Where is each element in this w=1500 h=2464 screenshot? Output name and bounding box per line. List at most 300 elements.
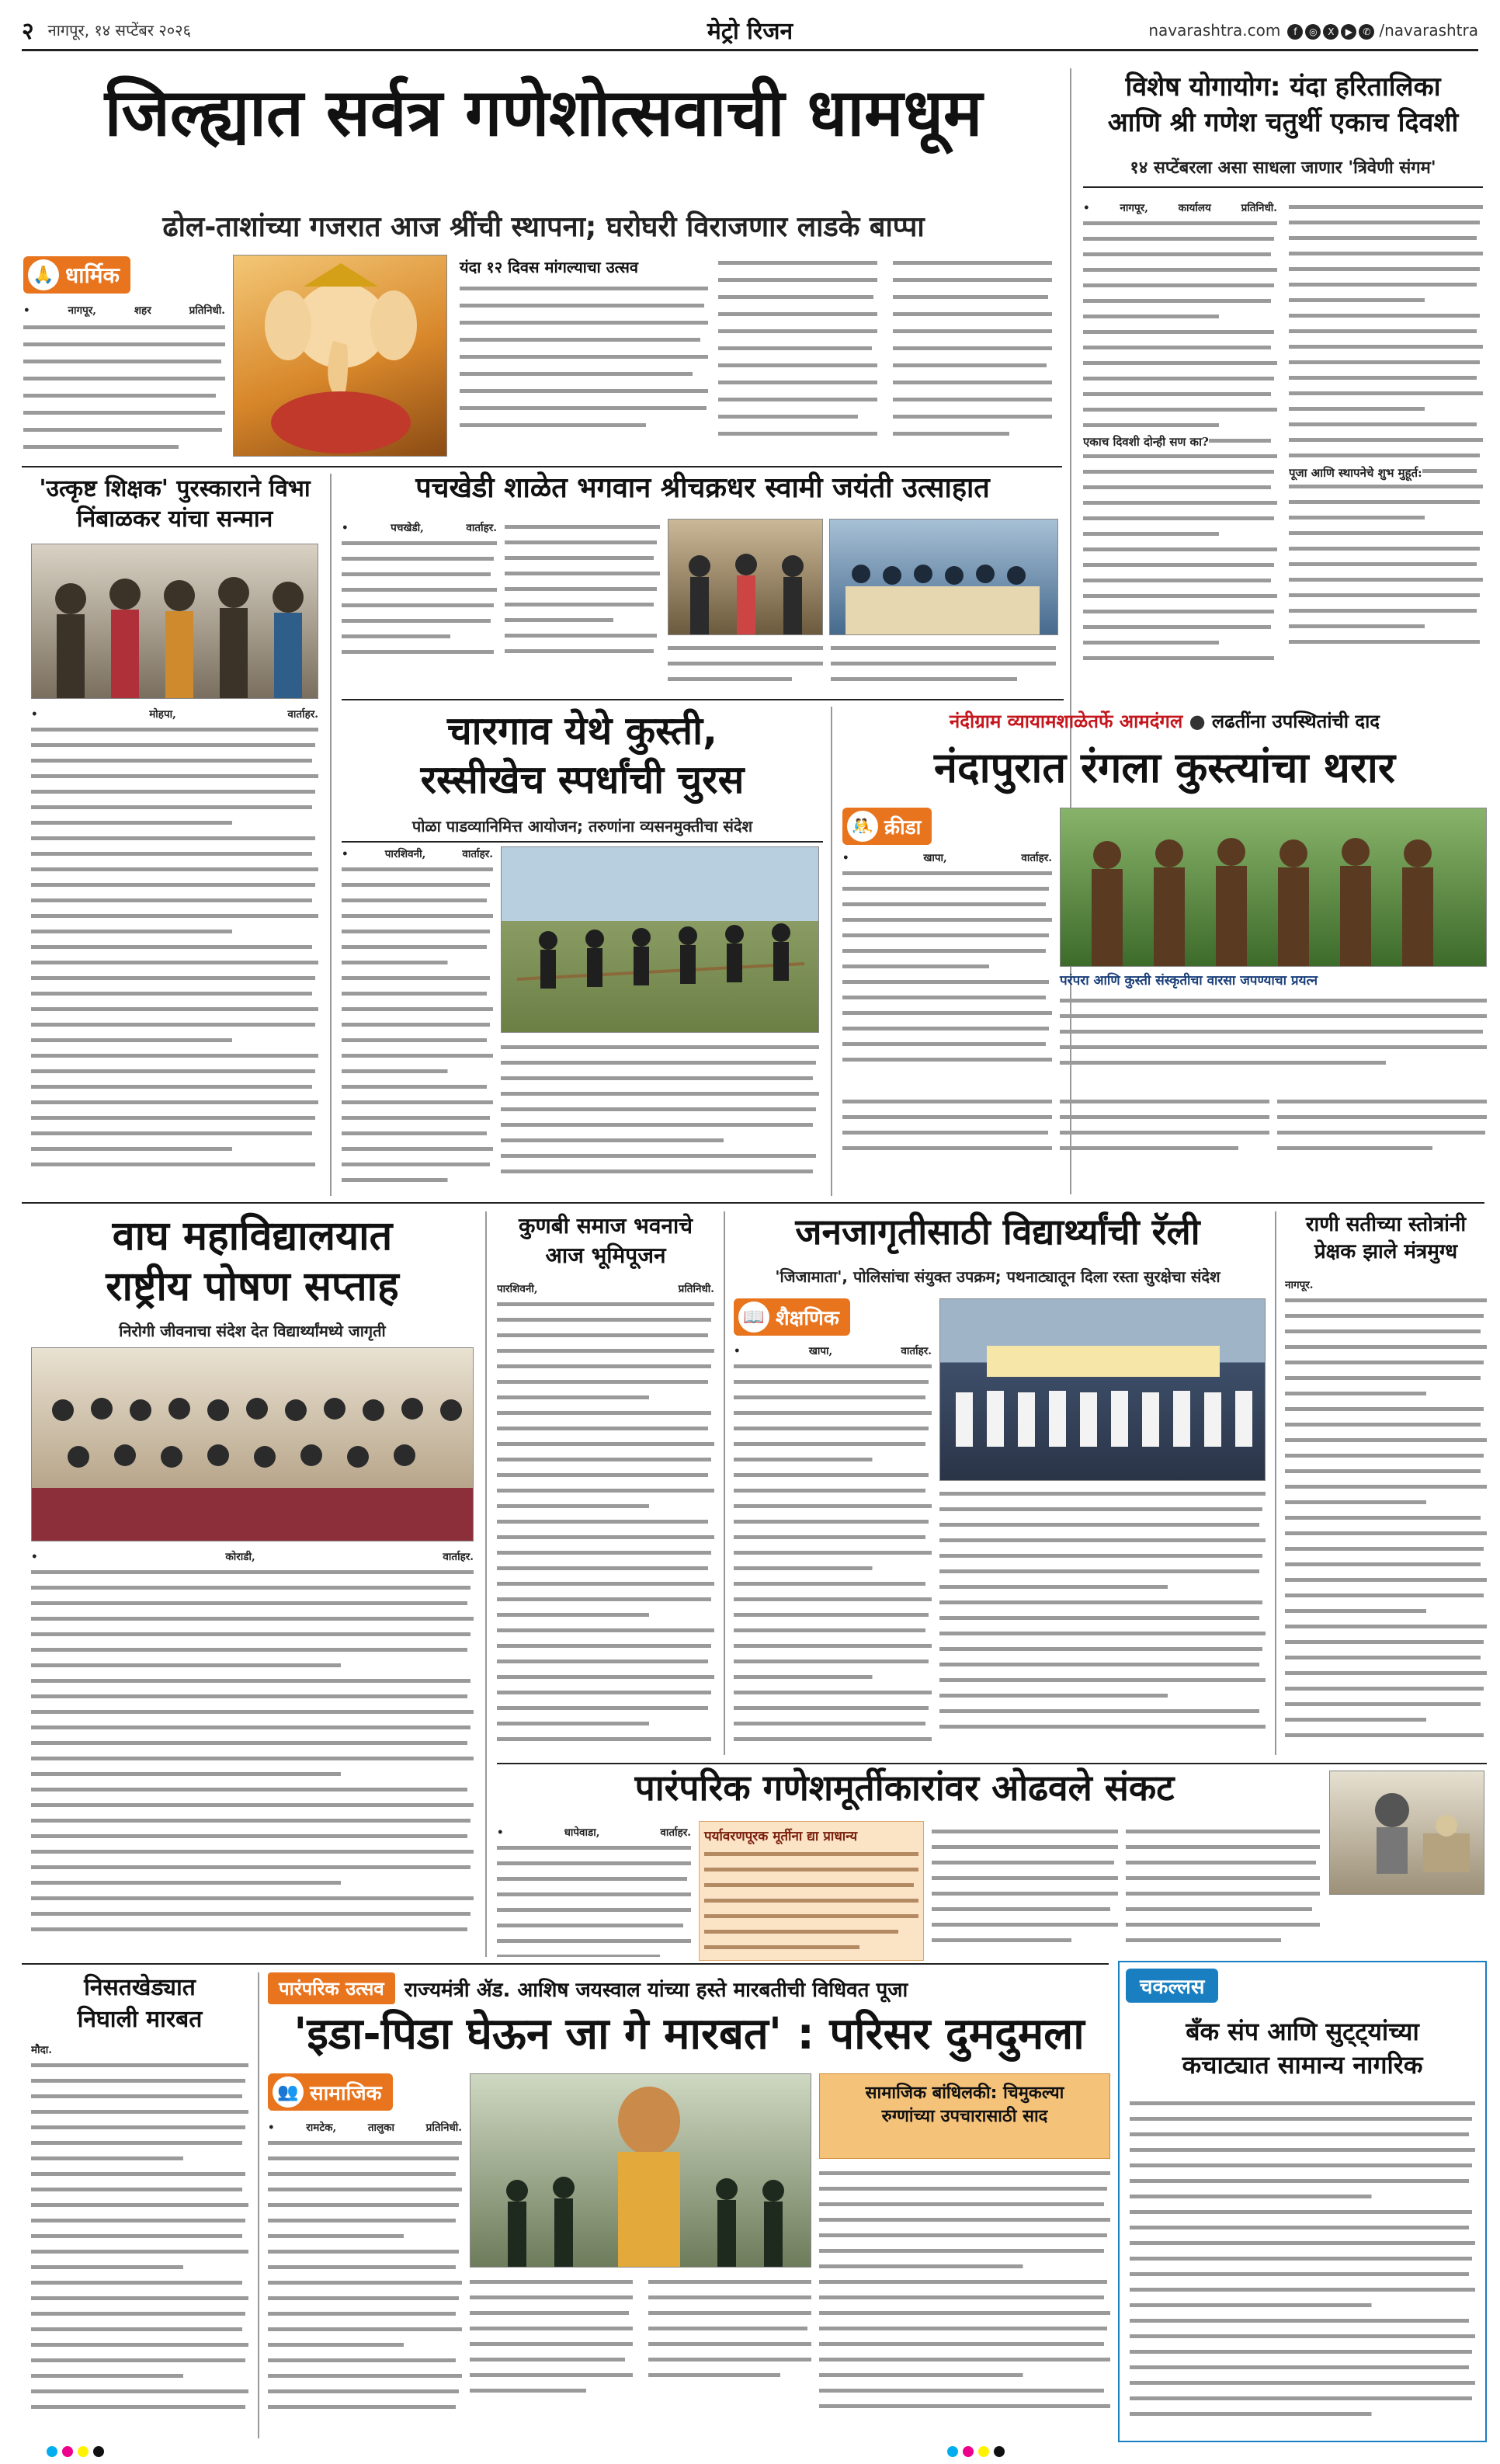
text-line <box>1083 237 1274 241</box>
text-line <box>819 2389 1104 2393</box>
text-line <box>1083 221 1277 225</box>
nandapur-caption-text <box>1060 994 1487 1087</box>
text-line <box>1083 532 1219 536</box>
text-line <box>342 1085 487 1089</box>
text-line <box>497 1722 649 1725</box>
text-line <box>939 1507 1262 1511</box>
marbat-photo <box>470 2073 811 2268</box>
text-line <box>1130 2117 1472 2121</box>
text-line <box>842 964 989 968</box>
social-tag <box>268 2073 393 2111</box>
text-line <box>1130 2101 1475 2105</box>
chargaon-dateline: • पारशिवनी, वार्ताहर. <box>342 848 493 860</box>
section-rule <box>22 466 1062 467</box>
text-line <box>505 618 613 622</box>
text-line <box>31 821 232 825</box>
text-line <box>939 1709 1259 1713</box>
text-line <box>1083 346 1271 349</box>
text-line <box>1285 1392 1426 1395</box>
text-line <box>1289 485 1483 488</box>
text-line <box>31 2219 245 2222</box>
text-line <box>342 603 494 607</box>
text-line <box>342 930 490 933</box>
rally-headline: जनजागृतीसाठी विद्यार्थ्यांची रॅली <box>795 1211 1200 1253</box>
text-line <box>268 2141 462 2145</box>
text-line <box>268 2389 459 2393</box>
text-line <box>497 1613 649 1617</box>
text-line <box>497 1504 649 1508</box>
text-line <box>842 1042 1046 1046</box>
text-line <box>497 1566 708 1570</box>
chargaon-column-2 <box>501 1041 819 1196</box>
nisat-body <box>31 2042 248 2431</box>
text-line <box>342 650 494 654</box>
text-line <box>497 1644 711 1648</box>
text-line <box>497 1411 711 1415</box>
text-line <box>268 2343 404 2347</box>
lead-subheadline: ढोल-ताशांच्या गजरात आज श्रींची स्थापना; घरोघरी विराजणार लाडके बाप्पा <box>162 211 925 243</box>
kunbi-headline-line2: आज भूमिपूजन <box>545 1242 666 1268</box>
text-line <box>1130 2412 1372 2416</box>
text-line <box>1083 377 1274 381</box>
text-line <box>1130 2226 1469 2229</box>
wrestling-icon: 🤼 <box>847 811 878 842</box>
book-icon: 📖 <box>738 1302 769 1333</box>
text-line <box>31 1069 315 1073</box>
nandapur-column-1 <box>842 850 1052 1083</box>
text-line <box>342 588 497 592</box>
text-line <box>501 1045 819 1049</box>
nisat-headline-line1: निसतखेड्यात <box>84 1974 196 2001</box>
text-line <box>342 992 487 996</box>
text-line <box>31 2188 242 2191</box>
text-line <box>939 1538 1266 1542</box>
text-line <box>31 2203 248 2207</box>
text-line <box>31 1741 467 1745</box>
text-line <box>342 1054 493 1058</box>
special-column-1 <box>1083 200 1277 682</box>
sports-tag <box>842 808 932 845</box>
text-line <box>1083 423 1219 427</box>
text-line <box>842 887 1049 891</box>
text-line <box>1289 391 1483 395</box>
murti-column-3 <box>932 1825 1118 1957</box>
marbat-kicker-text: राज्यमंत्री ॲड. आशिष जयस्वाल यांच्या हस्ते मारबतीची विधिवत पूजा <box>404 1978 908 2002</box>
pachkhedi-column-1 <box>342 520 497 676</box>
text-line <box>501 1092 819 1096</box>
text-line <box>268 2265 456 2269</box>
text-line <box>505 649 654 653</box>
text-line <box>819 2202 1104 2206</box>
text-line <box>1289 640 1480 644</box>
text-line <box>505 540 657 544</box>
chakallas-tag <box>1126 1969 1218 2003</box>
text-line <box>31 1648 467 1652</box>
text-line <box>734 1659 929 1663</box>
text-line <box>31 743 315 747</box>
whatsapp-icon[interactable]: ✆ <box>1359 24 1374 40</box>
text-line <box>819 2171 1110 2175</box>
text-line <box>31 1912 470 1916</box>
special-headline-line1: विशेष योगायोग: यंदा हरितालिका <box>1125 71 1441 103</box>
text-line <box>31 1803 474 1807</box>
text-line <box>497 1395 649 1399</box>
text-line <box>1289 283 1477 287</box>
pachkhedi-photo-1 <box>668 519 823 635</box>
chakallas-headline-line1: बँक संप आणि सुट्ट्यांच्या <box>1186 2017 1419 2046</box>
text-line <box>1289 454 1480 457</box>
text-line <box>268 2234 404 2238</box>
registration-mark <box>947 2446 958 2457</box>
text-lines <box>460 282 708 453</box>
text-line <box>1285 1500 1426 1504</box>
text-line <box>1285 1640 1484 1644</box>
social-tag-label: सामाजिक <box>310 2082 382 2105</box>
text-line <box>505 587 657 591</box>
text-line <box>31 1881 341 1885</box>
column-divider <box>258 1972 259 2438</box>
text-line <box>1130 2396 1472 2400</box>
registration-mark <box>62 2446 73 2457</box>
text-line <box>31 2281 242 2285</box>
text-line <box>505 603 654 606</box>
text-line <box>1130 2195 1372 2198</box>
text-line <box>734 1566 873 1570</box>
column-divider <box>330 474 332 1196</box>
text-line <box>939 1600 1262 1604</box>
special-question-2: पूजा आणि स्थापनेचे शुभ मुहूर्त: <box>1289 464 1422 482</box>
rally-column-1 <box>734 1343 932 1755</box>
text-line <box>1083 470 1274 474</box>
text-line <box>501 1169 813 1173</box>
sports-tag-label: क्रीडा <box>884 816 922 839</box>
wagh-photo <box>31 1347 474 1541</box>
text-line <box>1289 624 1425 628</box>
text-line <box>31 1054 318 1058</box>
text-line <box>1289 221 1480 224</box>
rani-headline-line2: प्रेक्षक झाले मंत्रमुग्ध <box>1314 1240 1458 1264</box>
text-line <box>1285 1702 1481 1706</box>
lead-side-box <box>460 256 708 456</box>
text-line <box>939 1694 1168 1698</box>
text-line <box>31 1601 467 1605</box>
text-line <box>497 1318 711 1322</box>
text-line <box>1083 656 1274 660</box>
text-line <box>734 1691 932 1694</box>
text-line <box>31 1710 474 1714</box>
text-line <box>31 1162 315 1166</box>
people-icon: 👥 <box>273 2077 304 2108</box>
text-line <box>501 1061 816 1065</box>
chakallas-headline-line2: कचाट्यात सामान्य नागरिक <box>1182 2050 1423 2080</box>
text-line <box>1289 407 1425 411</box>
nisat-dateline: मौदा. <box>31 2044 52 2056</box>
text-line <box>1289 516 1425 520</box>
text-line <box>939 1554 1262 1558</box>
text-line <box>268 2312 456 2316</box>
text-line <box>505 634 657 638</box>
text-line <box>1130 2179 1469 2183</box>
text-line <box>1289 422 1477 426</box>
text-line <box>342 976 490 980</box>
text-line <box>31 1757 474 1760</box>
nandapur-dateline: • खापा, वार्ताहर. <box>842 852 1052 864</box>
murti-column-1 <box>497 1825 691 1957</box>
text-line <box>1285 1733 1484 1737</box>
wagh-headline <box>31 1211 474 1312</box>
text-line <box>1285 1656 1481 1659</box>
text-line <box>1285 1671 1487 1675</box>
text-line <box>1130 2365 1469 2369</box>
kunbi-dateline: पारशिवनी, प्रतिनिधी. <box>497 1283 714 1295</box>
text-line <box>734 1504 932 1508</box>
instagram-icon[interactable]: ◎ <box>1305 24 1321 40</box>
text-line <box>842 980 1049 984</box>
special-question-1: एकाच दिवशी दोन्ही सण का? <box>1083 433 1209 451</box>
text-line <box>1130 2163 1472 2167</box>
text-line <box>31 1834 467 1838</box>
text-line <box>1285 1485 1487 1489</box>
text-line <box>31 945 312 949</box>
youtube-icon[interactable]: ▶ <box>1341 24 1356 40</box>
text-line <box>31 1819 470 1823</box>
text-line <box>1083 625 1271 629</box>
column-divider <box>1275 1211 1276 1755</box>
marbat-column-1 <box>268 2120 462 2431</box>
text-line <box>1130 2334 1475 2338</box>
religious-tag <box>23 256 130 294</box>
text-line <box>734 1473 929 1477</box>
facebook-icon[interactable]: f <box>1287 24 1303 40</box>
registration-mark <box>963 2446 974 2457</box>
text-line <box>939 1647 1262 1651</box>
text-line <box>31 2079 245 2083</box>
text-line <box>497 1582 714 1586</box>
text-line <box>501 1107 816 1111</box>
text-line <box>819 2404 1110 2408</box>
text-line <box>1289 267 1480 271</box>
text-line <box>31 898 312 902</box>
kunbi-headline <box>497 1211 714 1270</box>
text-line <box>1083 361 1277 365</box>
chakallas-headline <box>1126 2015 1479 2082</box>
text-line <box>819 2264 1023 2268</box>
chakallas-body <box>1130 2097 1475 2431</box>
text-line <box>497 1333 708 1337</box>
nandapur-headline: नंदापुरात रंगला कुस्त्यांचा थरार <box>933 743 1396 792</box>
column-divider <box>831 707 832 1196</box>
text-line <box>268 2188 462 2191</box>
text-line <box>939 1632 1266 1635</box>
text-line <box>819 2373 1023 2377</box>
text-line <box>1130 2257 1472 2261</box>
text-line <box>342 557 494 561</box>
award-photo <box>31 544 318 699</box>
text-line <box>342 1069 448 1073</box>
text-line <box>734 1395 925 1399</box>
text-line <box>819 2233 1107 2237</box>
text-line <box>1083 283 1274 287</box>
text-line <box>342 945 487 949</box>
text-line <box>31 2265 183 2269</box>
text-line <box>1285 1298 1487 1302</box>
text-line <box>31 790 315 794</box>
text-line <box>31 1023 315 1027</box>
text-line <box>31 2296 248 2300</box>
text-line <box>1289 562 1477 566</box>
text-line <box>1285 1531 1487 1535</box>
text-line <box>31 1617 474 1621</box>
text-line <box>1083 641 1219 645</box>
murti-dateline: • धापेवाडा, वार्ताहर. <box>497 1826 691 1839</box>
social-handle: /navarashtra <box>1379 20 1478 40</box>
text-line <box>842 996 1046 999</box>
text-line <box>1285 1361 1484 1364</box>
text-line <box>31 1632 470 1636</box>
section-rule <box>497 1763 1487 1764</box>
text-line <box>1289 547 1480 551</box>
text-line <box>1285 1407 1484 1411</box>
text-line <box>1289 205 1483 209</box>
text-lines <box>31 723 318 1189</box>
text-line <box>1285 1376 1481 1380</box>
text-line <box>342 619 491 623</box>
text-line <box>1130 2288 1475 2292</box>
text-line <box>497 1535 714 1539</box>
text-line <box>1130 2241 1475 2245</box>
registration-mark <box>978 2446 989 2457</box>
text-line <box>1285 1687 1484 1691</box>
text-line <box>268 2405 456 2409</box>
rani-dateline: नागपूर. <box>1285 1279 1314 1291</box>
text-line <box>31 2110 248 2114</box>
text-line <box>268 2296 459 2300</box>
text-line <box>734 1551 932 1555</box>
wagh-headline-line1: वाघ महाविद्यालयात <box>112 1213 393 1260</box>
eco-idol-box <box>699 1821 924 1961</box>
text-line <box>31 1694 467 1698</box>
lead-headline: जिल्ह्यात सर्वत्र गणेशोत्सवाची धामधूम <box>104 75 983 151</box>
text-line <box>268 2281 462 2285</box>
chargaon-column-1 <box>342 846 493 1196</box>
text-line <box>342 1007 493 1011</box>
text-line <box>505 572 660 575</box>
special-headline <box>1083 70 1483 141</box>
kunbi-headline-line1: कुणबी समाज भवनाचे <box>518 1213 693 1239</box>
column-divider <box>724 1211 725 1755</box>
chargaon-headline <box>342 707 823 804</box>
text-line <box>31 1725 470 1729</box>
text-line <box>31 1116 315 1120</box>
text-line <box>939 1616 1259 1620</box>
wagh-subheadline: निरोगी जीवनाचा संदेश देत विद्यार्थ्यांमध्ये जागृती <box>119 1322 386 1340</box>
text-line <box>939 1492 1266 1496</box>
text-line <box>31 1085 312 1089</box>
registration-mark <box>78 2446 89 2457</box>
text-line <box>939 1678 1266 1682</box>
text-line <box>497 1551 711 1555</box>
text-line <box>31 2156 183 2160</box>
text-line <box>819 2187 1107 2191</box>
page-number: २ <box>22 18 34 45</box>
text-line <box>842 902 1046 906</box>
site-url[interactable]: navarashtra.com <box>1148 20 1281 40</box>
charity-box <box>819 2073 1110 2159</box>
text-line <box>1289 298 1425 302</box>
text-line <box>1289 236 1477 240</box>
text-line <box>31 1131 312 1135</box>
text-line <box>734 1411 932 1415</box>
text-line <box>31 759 312 763</box>
registration-mark <box>994 2446 1005 2457</box>
text-line <box>842 949 1046 953</box>
text-line <box>734 1675 873 1679</box>
charity-body <box>819 2167 1110 2431</box>
pachkhedi-photo-2 <box>829 519 1058 635</box>
text-line <box>31 2141 242 2145</box>
eco-idol-heading: पर्यावरणपूरक मूर्तीना द्या प्राधान्य <box>704 1829 858 1844</box>
marbat-headline: 'इडा-पिडा घेऊन जा गे मारबत' : परिसर दुमदुमला <box>293 2009 1085 2059</box>
text-line <box>734 1628 925 1632</box>
text-line <box>1083 392 1271 396</box>
text-line <box>842 1058 1052 1062</box>
nandapur-kicker-red: नंदीग्राम व्यायामशाळेतर्फे आमदंगल <box>949 711 1183 732</box>
kunbi-body <box>497 1281 714 1763</box>
murti-column-4 <box>1126 1825 1320 1957</box>
text-line <box>31 1586 470 1590</box>
text-line <box>505 556 654 560</box>
text-line <box>939 1725 1266 1729</box>
text-line <box>1083 579 1271 582</box>
text-line <box>1289 329 1477 333</box>
text-line <box>497 1675 714 1679</box>
text-line <box>734 1597 932 1601</box>
text-line <box>505 525 660 529</box>
text-line <box>1289 438 1483 442</box>
text-line <box>342 1162 490 1166</box>
x-icon[interactable]: X <box>1323 24 1339 40</box>
text-line <box>31 2358 245 2362</box>
text-line <box>497 1691 711 1694</box>
text-line <box>31 2063 248 2067</box>
rally-dateline: • खापा, वार्ताहर. <box>734 1345 932 1357</box>
tug-of-war-photo <box>501 846 819 1033</box>
text-line <box>342 883 490 887</box>
text-line <box>1285 1469 1481 1473</box>
section-rule <box>22 1202 1484 1204</box>
text-line <box>31 2389 248 2393</box>
text-line <box>497 1520 708 1524</box>
text-line <box>31 805 312 809</box>
text-line <box>497 1302 714 1306</box>
text-line <box>1285 1314 1484 1318</box>
text-line <box>31 1850 474 1854</box>
text-line <box>31 1772 341 1776</box>
chargaon-subheadline: पोळा पाडव्यानिमित्त आयोजन; तरुणांना व्यसनमुक्तीचा संदेश <box>342 815 823 843</box>
text-line <box>31 992 312 996</box>
text-line <box>501 1076 813 1080</box>
text-line <box>31 2312 245 2316</box>
text-line <box>342 634 450 638</box>
text-line <box>1285 1547 1484 1551</box>
text-line <box>497 1349 714 1353</box>
chargaon-headline-line1: चारगाव येथे कुस्ती, <box>446 708 718 753</box>
text-line <box>31 2343 248 2347</box>
text-line <box>31 1100 318 1104</box>
lead-columns-right <box>718 256 1052 458</box>
text-line <box>31 1007 318 1011</box>
text-line <box>497 1380 708 1384</box>
